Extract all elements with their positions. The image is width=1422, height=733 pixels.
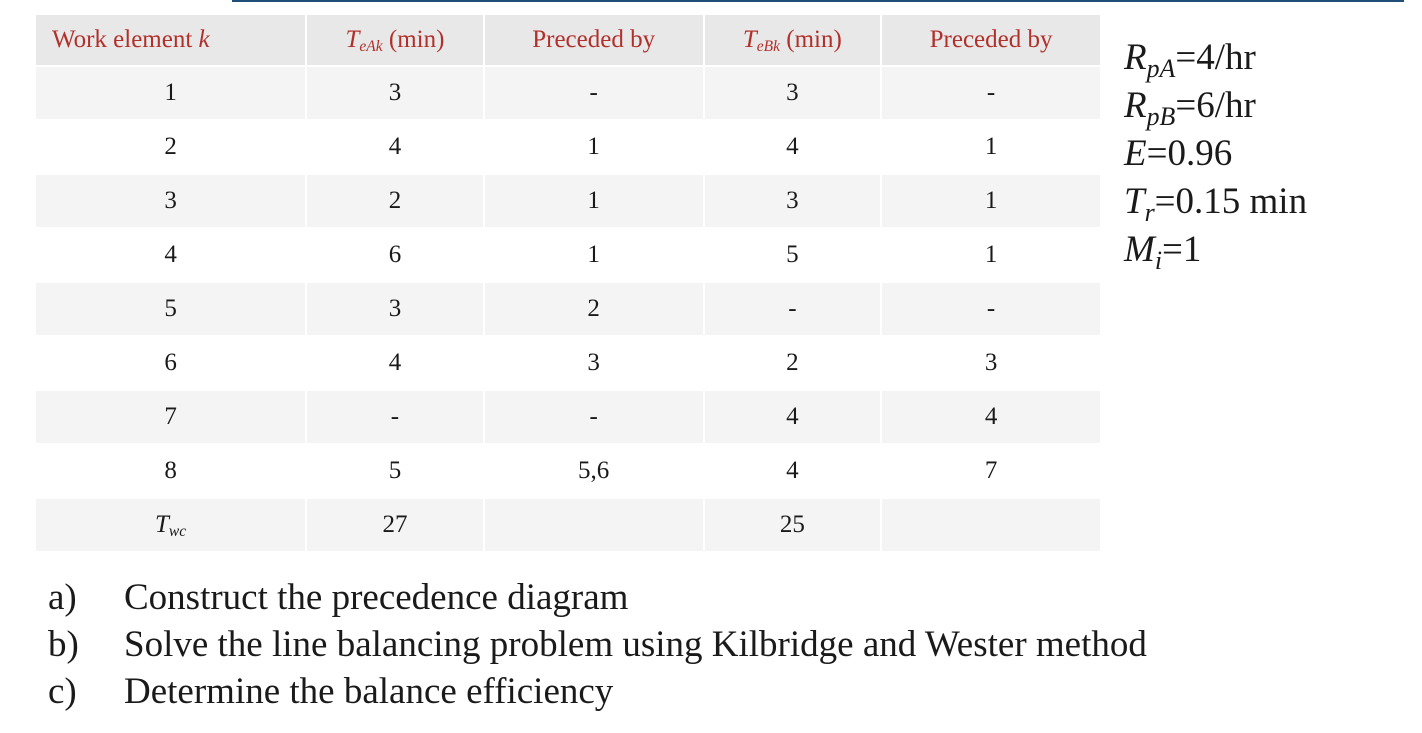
param-value: =0.96 xyxy=(1146,133,1233,174)
cell-total-te-a: 27 xyxy=(307,499,483,551)
param-value: =6/hr xyxy=(1175,85,1256,126)
task-text: Determine the balance efficiency xyxy=(124,671,614,712)
header-preceded-a: Preceded by xyxy=(485,15,703,65)
cell-preceded-a: 1 xyxy=(485,121,703,173)
param-var: T xyxy=(1124,181,1145,222)
cell-te-a: 4 xyxy=(307,337,483,389)
param-production-rate-a xyxy=(1124,34,1307,82)
cell-te-a: - xyxy=(307,391,483,443)
header-te-b xyxy=(705,15,881,65)
parameter-list xyxy=(1124,34,1307,274)
header-te-a xyxy=(307,15,483,65)
list-item xyxy=(48,574,1147,621)
cell-preceded-a: - xyxy=(485,391,703,443)
header-work-element xyxy=(36,15,305,65)
task-marker: a) xyxy=(48,577,77,618)
cell-k: 7 xyxy=(36,391,305,443)
cell-te-b: 4 xyxy=(705,391,881,443)
cell-k: 4 xyxy=(36,229,305,281)
table-row xyxy=(36,391,1100,443)
cell-k: 6 xyxy=(36,337,305,389)
param-sub: pB xyxy=(1146,101,1176,131)
cell-te-b: 2 xyxy=(705,337,881,389)
task-text: Construct the precedence diagram xyxy=(124,577,629,618)
cell-te-a: 3 xyxy=(307,283,483,335)
header-work-element-text: Work element xyxy=(52,26,199,53)
table-row xyxy=(36,229,1100,281)
cell-total-empty-b xyxy=(882,499,1100,551)
table-row xyxy=(36,175,1100,227)
header-te-b-unit: (min) xyxy=(780,26,842,53)
param-var: R xyxy=(1124,85,1147,126)
cell-k: 5 xyxy=(36,283,305,335)
param-var: R xyxy=(1124,37,1147,78)
header-work-element-var: k xyxy=(198,26,210,53)
cell-k: 2 xyxy=(36,121,305,173)
cell-preceded-b: 1 xyxy=(882,229,1100,281)
header-te-a-sub: eAk xyxy=(359,37,383,55)
table-row xyxy=(36,445,1100,497)
param-efficiency xyxy=(1124,130,1307,178)
cell-preceded-a: 2 xyxy=(485,283,703,335)
cell-preceded-b: - xyxy=(882,67,1100,119)
param-sub: i xyxy=(1154,245,1163,275)
cell-te-b: 4 xyxy=(705,121,881,173)
cell-te-b: 3 xyxy=(705,175,881,227)
task-marker: b) xyxy=(48,624,79,665)
cell-preceded-a: 5,6 xyxy=(485,445,703,497)
cell-total-label xyxy=(36,499,305,551)
param-value: =4/hr xyxy=(1175,37,1256,78)
task-marker: c) xyxy=(48,671,77,712)
cell-preceded-b: 4 xyxy=(882,391,1100,443)
cell-preceded-a: 3 xyxy=(485,337,703,389)
header-te-b-sub: eBk xyxy=(756,37,781,55)
param-value: =1 xyxy=(1162,229,1202,270)
cell-preceded-a: 1 xyxy=(485,175,703,227)
cell-k: 1 xyxy=(36,67,305,119)
task-list xyxy=(48,574,1147,715)
work-element-table xyxy=(34,13,1102,553)
cell-te-b: 4 xyxy=(705,445,881,497)
table-row xyxy=(36,67,1100,119)
param-sub: pA xyxy=(1146,53,1176,83)
top-rule xyxy=(232,0,1404,2)
cell-te-a: 3 xyxy=(307,67,483,119)
task-text: Solve the line balancing problem using Kilbridge and Wester method xyxy=(124,624,1147,665)
cell-preceded-b: 3 xyxy=(882,337,1100,389)
cell-k: 8 xyxy=(36,445,305,497)
list-item xyxy=(48,668,1147,715)
cell-k: 3 xyxy=(36,175,305,227)
cell-preceded-b: 1 xyxy=(882,121,1100,173)
cell-te-a: 2 xyxy=(307,175,483,227)
header-te-a-unit: (min) xyxy=(382,26,445,53)
total-var: T xyxy=(155,511,169,538)
cell-total-te-b: 25 xyxy=(705,499,881,551)
cell-te-a: 6 xyxy=(307,229,483,281)
header-te-b-var: T xyxy=(742,26,757,53)
cell-preceded-b: - xyxy=(882,283,1100,335)
cell-te-b: 3 xyxy=(705,67,881,119)
cell-preceded-a: - xyxy=(485,67,703,119)
param-var: M xyxy=(1124,229,1155,270)
param-value: =0.15 min xyxy=(1154,181,1308,222)
cell-te-a: 5 xyxy=(307,445,483,497)
cell-te-b: 5 xyxy=(705,229,881,281)
cell-preceded-b: 7 xyxy=(882,445,1100,497)
table-row xyxy=(36,337,1100,389)
table-row xyxy=(36,283,1100,335)
list-item xyxy=(48,621,1147,668)
header-te-a-var: T xyxy=(345,26,360,53)
param-var: E xyxy=(1124,133,1147,174)
param-repositioning-time xyxy=(1124,178,1307,226)
param-production-rate-b xyxy=(1124,82,1307,130)
cell-preceded-a: 1 xyxy=(485,229,703,281)
table-header-row xyxy=(36,15,1100,65)
cell-te-b: - xyxy=(705,283,881,335)
cell-te-a: 4 xyxy=(307,121,483,173)
total-sub: wc xyxy=(168,522,187,540)
param-manning-level xyxy=(1124,226,1307,274)
param-sub: r xyxy=(1144,197,1155,227)
total-row xyxy=(36,499,1100,551)
header-preceded-b: Preceded by xyxy=(882,15,1100,65)
cell-preceded-b: 1 xyxy=(882,175,1100,227)
table-row xyxy=(36,121,1100,173)
cell-total-empty-a xyxy=(485,499,703,551)
